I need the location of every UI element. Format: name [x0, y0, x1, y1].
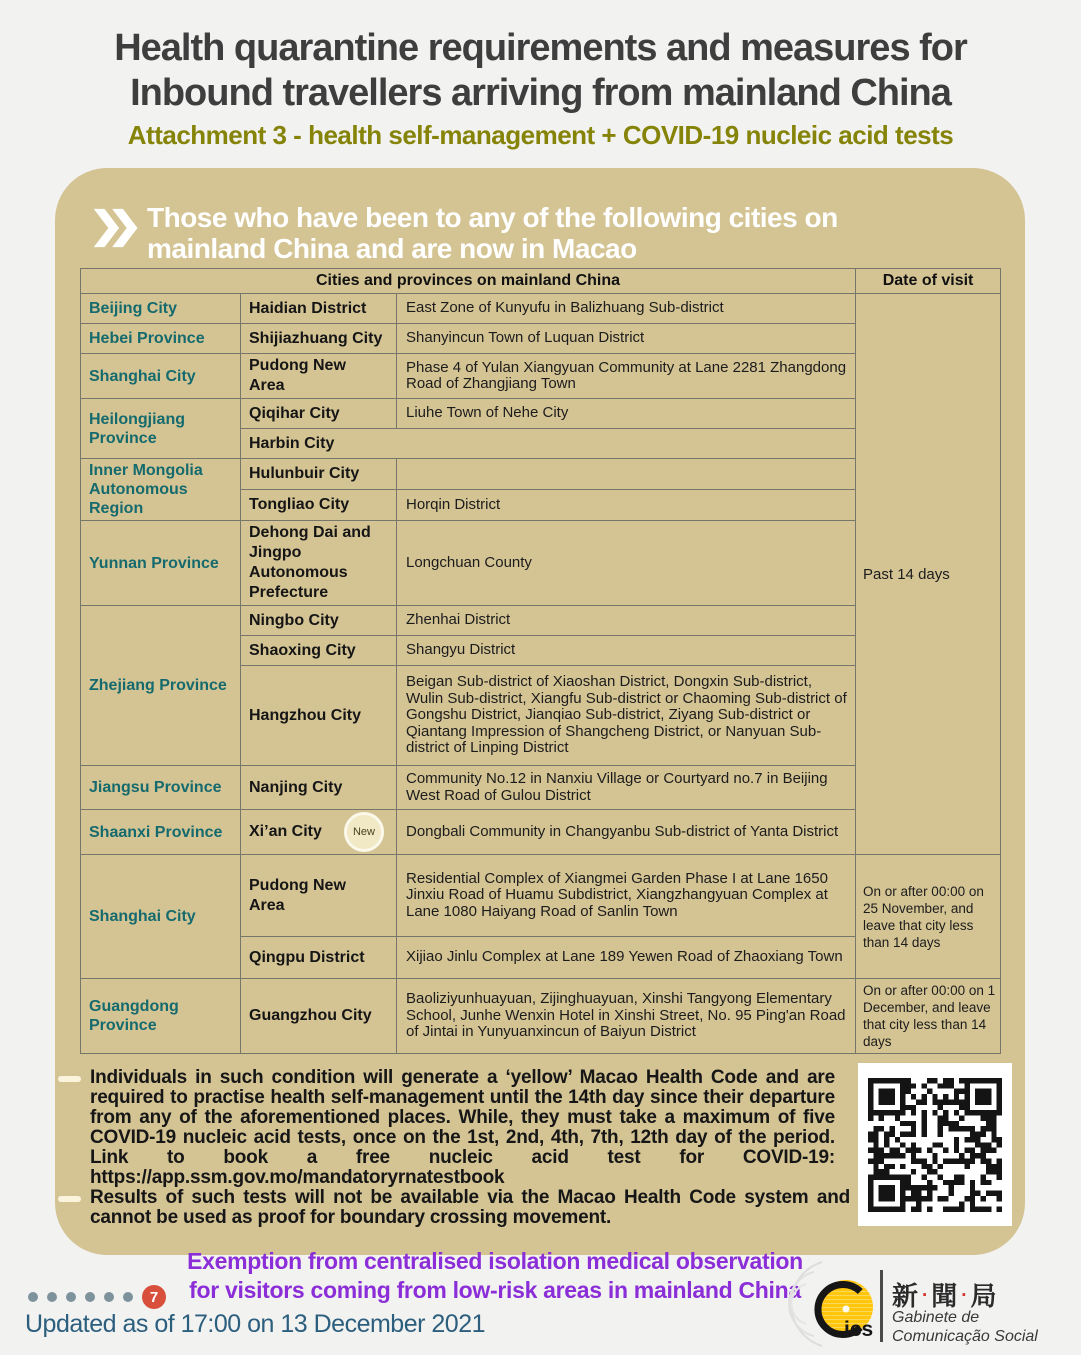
logo-cn-char: 聞 [931, 1282, 958, 1312]
province-cell: Shanghai City [81, 354, 241, 399]
area-cell: Dongbali Community in Changyanbu Sub-district of Yanta District [397, 810, 856, 855]
note-yellow-code [58, 1068, 835, 1188]
page-dot [66, 1292, 76, 1302]
logo-cn-dot: ‧ [922, 1285, 928, 1304]
panel-heading-line2: mainland China and are now in Macao [147, 233, 637, 264]
table-row [81, 855, 1001, 937]
city-cell: Tongliao City [241, 490, 397, 521]
province-cell: Guangdong Province [81, 979, 241, 1054]
province-cell: Hebei Province [81, 324, 241, 354]
city-cell: Qingpu District [241, 937, 397, 979]
gcs-logo [790, 1256, 1081, 1351]
table-header-cities: Cities and provinces on mainland China [81, 269, 856, 294]
city-label: Xi’an City [249, 823, 322, 840]
updated-timestamp: Updated as of 17:00 on 13 December 2021 [25, 1310, 486, 1338]
dash-bullet-icon [58, 1196, 81, 1202]
area-cell: Beigan Sub-district of Xiaoshan District, Dongxin Sub-district, Wulin Sub-district, Xiangfu Sub-district or Chaoming Sub-district of Gongshu District, Jianqiao Sub-district, Ziyang Sub-district or Qiantang Impression of Shangcheng District, or Nanyuan Sub-district of Linping District [397, 666, 856, 766]
page-subtitle: Attachment 3 - health self-management + COVID-19 nucleic acid tests [127, 120, 954, 150]
area-cell: Shangyu District [397, 636, 856, 666]
area-cell: Xijiao Jinlu Complex at Lane 189 Yewen Road of Zhaoxiang Town [397, 937, 856, 979]
logo-cn-dot: ‧ [961, 1285, 967, 1304]
exemption-line1: Exemption from centralised isolation medical observation [187, 1248, 803, 1274]
qr-code [858, 1063, 1012, 1226]
pagination-dots [28, 1285, 166, 1309]
qr-code-svg [868, 1078, 1002, 1212]
panel-heading-text [147, 202, 838, 264]
province-cell: Inner Mongolia Autonomous Region [81, 459, 241, 521]
table-header-date: Date of visit [856, 269, 1001, 294]
page-dot [85, 1292, 95, 1302]
page-dot [28, 1292, 38, 1302]
logo-pt-line2: Comunicação Social [892, 1328, 1038, 1345]
city-cell: Shijiazhuang City [241, 324, 397, 354]
province-cell: Shaanxi Province [81, 810, 241, 855]
province-cell: Heilongjiang Province [81, 399, 241, 459]
dash-bullet-icon [58, 1076, 81, 1082]
logo-c-icon [808, 1270, 884, 1351]
page-title [0, 26, 1081, 116]
page-dot [47, 1292, 57, 1302]
area-cell: Liuhe Town of Nehe City [397, 399, 856, 429]
page-number-badge: 7 [142, 1285, 166, 1309]
content-panel [55, 168, 1025, 1255]
quarantine-table [80, 268, 1001, 1054]
province-cell: Zhejiang Province [81, 606, 241, 766]
city-cell: Shaoxing City [241, 636, 397, 666]
city-cell: Haidian District [241, 294, 397, 324]
area-cell: Horqin District [397, 490, 856, 521]
panel-heading [93, 202, 838, 264]
page-dot [123, 1292, 133, 1302]
table-row [81, 294, 1001, 324]
area-cell: Zhenhai District [397, 606, 856, 636]
area-cell [397, 459, 856, 490]
city-cell: Hangzhou City [241, 666, 397, 766]
date-cell: On or after 00:00 on 25 November, and leave that city less than 14 days [856, 855, 1001, 979]
city-cell: Guangzhou City [241, 979, 397, 1054]
area-cell: Residential Complex of Xiangmei Garden Phase I at Lane 1650 Jinxiu Road of Huamu Subdistrict, Xiangzhangyuan Complex at Lane 1080 Haiyang Road of Sanlin Town [397, 855, 856, 937]
area-cell: Community No.12 in Nanxiu Village or Courtyard no.7 in Beijing West Road of Gulou District [397, 766, 856, 810]
logo-cn-char: 新 [892, 1282, 919, 1312]
city-cell [241, 810, 397, 855]
logo-cn-char: 局 [970, 1282, 997, 1312]
panel-heading-line1: Those who have been to any of the following cities on [147, 202, 838, 233]
city-cell: Pudong New Area [241, 855, 397, 937]
table-row [81, 979, 1001, 1054]
area-cell: Phase 4 of Yulan Xiangyuan Community at Lane 2281 Zhangdong Road of Zhangjiang Town [397, 354, 856, 399]
svg-text:ics: ics [844, 1318, 874, 1341]
logo-portuguese-name [892, 1308, 1038, 1346]
double-chevron-icon [93, 205, 139, 256]
city-cell: Dehong Dai and Jingpo Autonomous Prefecture [241, 521, 397, 606]
note-text: Individuals in such condition will generate a ‘yellow’ Macao Health Code and are required to practise health self-management until the 14th day since their departure from any of the aforementioned places. While, they must take a maximum of five COVID-19 nucleic acid tests, once on the 1st, 2nd, 4th, 7th, 12th day of the period. Link to book a free nucleic acid test for COVID-19: https://app.ssm.gov.mo/mandatoryrnatestbook [90, 1067, 835, 1188]
area-cell: Baoliziyunhuayuan, Zijinghuayuan, Xinshi Tangyong Elementary School, Junhe Wenxin Hotel in Xinshi Street, No. 95 Ping'an Road of Jintai in Yunyuanxincun of Baiyun District [397, 979, 856, 1054]
city-cell: Pudong New Area [241, 354, 397, 399]
province-cell: Yunnan Province [81, 521, 241, 606]
logo-divider [880, 1270, 883, 1342]
city-cell: Nanjing City [241, 766, 397, 810]
province-cell: Shanghai City [81, 855, 241, 979]
date-cell: Past 14 days [856, 294, 1001, 855]
city-cell: Ningbo City [241, 606, 397, 636]
new-badge: New [344, 812, 384, 852]
area-cell: East Zone of Kunyufu in Balizhuang Sub-district [397, 294, 856, 324]
city-cell: Hulunbuir City [241, 459, 397, 490]
province-cell: Beijing City [81, 294, 241, 324]
note-text: Results of such tests will not be available via the Macao Health Code system and cannot be used as proof for boundary crossing movement. [90, 1187, 850, 1228]
page-dot [104, 1292, 114, 1302]
city-cell: Harbin City [241, 429, 856, 459]
exemption-line2: for visitors coming from low-risk areas in mainland China [189, 1277, 801, 1303]
page-title-line2: Inbound travellers arriving from mainland China [130, 72, 951, 114]
province-cell: Jiangsu Province [81, 766, 241, 810]
date-cell: On or after 00:00 on 1 December, and leave that city less than 14 days [856, 979, 1001, 1054]
city-cell: Qiqihar City [241, 399, 397, 429]
area-cell: Longchuan County [397, 521, 856, 606]
page-title-line1: Health quarantine requirements and measures for [114, 27, 967, 69]
area-cell: Shanyincun Town of Luquan District [397, 324, 856, 354]
note-test-results [58, 1188, 850, 1228]
exemption-note [150, 1247, 840, 1305]
logo-pt-line1: Gabinete de [892, 1309, 980, 1326]
